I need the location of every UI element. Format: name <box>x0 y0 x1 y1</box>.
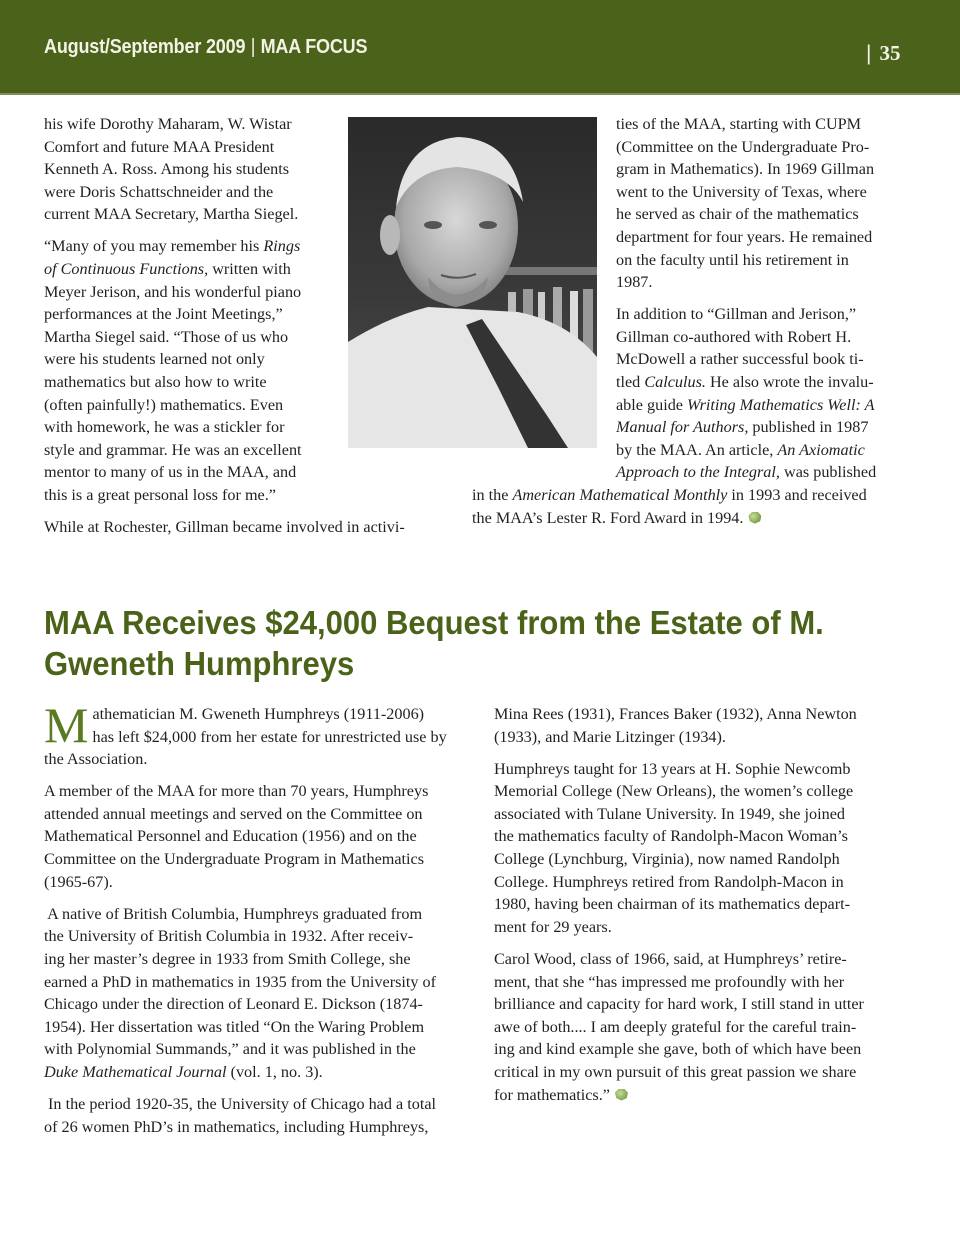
text-line: Gillman co-authored with Robert H. <box>616 327 852 346</box>
paragraph <box>494 758 914 939</box>
text-line: A native of British Columbia, Humphreys graduated from <box>44 904 423 923</box>
text: the MAA’s Lester R. Ford Award in 1994. <box>472 508 744 527</box>
paragraph <box>616 303 916 484</box>
text: in 1993 and received <box>727 486 867 504</box>
portrait-image <box>348 117 597 448</box>
article-title: Approach to the Integral, <box>616 463 780 482</box>
text: for mathematics.” <box>494 1085 610 1104</box>
text-line: (1933), and Marie Litzinger (1934). <box>494 727 726 746</box>
text-line: While at Rochester, Gillman became involved in activi- <box>44 518 405 537</box>
text-line: attended annual meetings and served on the Committee on <box>44 804 423 823</box>
text-line: department for four years. He remained <box>616 227 873 246</box>
text-line: ties of the MAA, starting with CUPM <box>616 115 862 133</box>
article1-right-column <box>616 113 916 484</box>
end-mark-icon <box>615 1089 628 1101</box>
article-title: An Axiomatic <box>777 440 865 459</box>
issue-date: August/September 2009 <box>44 36 246 58</box>
book-title: of Continuous Functions, <box>44 260 209 279</box>
text-line: were Doris Schattschneider and the <box>44 182 274 201</box>
paragraph <box>616 113 916 294</box>
publication-name: MAA FOCUS <box>260 36 368 58</box>
headline-line: MAA Receives $24,000 Bequest from the Estate of M. <box>44 604 824 641</box>
text: was published <box>779 463 877 482</box>
text-line: style and grammar. He was an excellent <box>44 440 302 459</box>
text-line: current MAA Secretary, Martha Siegel. <box>44 205 299 224</box>
text-line: 1980, having been chairman of its mathematics depart- <box>494 895 851 914</box>
paragraph <box>494 703 914 748</box>
header-separator: | <box>250 36 256 58</box>
text-line: mentor to many of us in the MAA, and <box>44 463 297 482</box>
paragraph <box>44 1093 484 1138</box>
text-line: Committee on the Undergraduate Program in Mathematics <box>44 850 425 869</box>
text-line: this is a great personal loss for me.” <box>44 486 276 504</box>
text-line <box>494 1084 914 1107</box>
text-line: Chicago under the direction of Leonard E. Dickson (1874- <box>44 995 423 1014</box>
text-line: on the faculty until his retirement in <box>616 250 849 269</box>
text-line: earned a PhD in mathematics in 1935 from the University of <box>44 972 437 991</box>
portrait-photo <box>348 117 597 448</box>
text-line: associated with Tulane University. In 1949, she joined <box>494 804 845 823</box>
text: in the <box>472 486 513 504</box>
text-line <box>472 484 922 507</box>
text-line: A member of the MAA for more than 70 years, Humphreys <box>44 782 429 801</box>
text-line: Memorial College (New Orleans), the women’s college <box>494 782 854 801</box>
text: tled <box>616 373 645 392</box>
text-line: In the period 1920-35, the University of Chicago had a total <box>44 1095 437 1113</box>
header-title <box>44 36 367 59</box>
article2-left-column <box>44 697 484 1138</box>
text-line: ing her master’s degree in 1933 from Smith College, she <box>44 949 411 968</box>
book-title: Manual for Authors, <box>616 418 749 437</box>
article2-right-column <box>494 703 914 1106</box>
page-number-value: 35 <box>879 41 901 65</box>
paragraph-quote <box>494 948 914 1106</box>
text-line: Carol Wood, class of 1966, said, at Humphreys’ retire- <box>494 949 847 968</box>
text-line: went to the University of Texas, where <box>616 182 867 201</box>
text-line: Mathematical Personnel and Education (1956) and on the <box>44 827 417 846</box>
paragraph <box>44 113 344 226</box>
text-line: ment for 29 years. <box>494 917 612 936</box>
text-line: the Association. <box>44 750 148 769</box>
page-number <box>866 41 900 66</box>
text-line: he served as chair of the mathematics <box>616 205 859 224</box>
text-line: College. Humphreys retired from Randolph-Macon in <box>494 872 844 891</box>
paragraph-quote <box>44 235 344 506</box>
text-line: has left $24,000 from her estate for unrestricted use by <box>92 727 447 746</box>
text-line: 1954). Her dissertation was titled “On the Waring Problem <box>44 1017 425 1036</box>
text: able guide <box>616 395 688 414</box>
text-line: ing and kind example she gave, both of which have been <box>494 1040 862 1059</box>
text-line: Comfort and future MAA President <box>44 137 275 156</box>
text: “Many of you may remember his <box>44 237 264 256</box>
paragraph <box>44 516 405 539</box>
text-line <box>616 439 916 462</box>
text: He also wrote the invalu- <box>705 373 874 392</box>
paragraph <box>44 903 484 1084</box>
text-line: ment, that she “has impressed me profoundly with her <box>494 972 845 991</box>
text-line: Martha Siegel said. “Those of us who <box>44 327 289 346</box>
text-line: critical in my own pursuit of this great passion we share <box>494 1062 857 1081</box>
text: written with <box>208 260 291 279</box>
text-line: 1987. <box>616 273 653 292</box>
text-line <box>616 394 916 417</box>
text: by the MAA. An article, <box>616 440 778 459</box>
text-line: the mathematics faculty of Randolph-Macon Woman’s <box>494 827 848 846</box>
paragraph <box>44 780 484 893</box>
text-line: College (Lynchburg, Virginia), now named Randolph <box>494 850 840 869</box>
text-line: brilliance and capacity for hard work, I still stand in utter <box>494 995 864 1014</box>
text-line: his wife Dorothy Maharam, W. Wistar <box>44 115 292 133</box>
text-line <box>616 461 916 484</box>
text-line: In addition to “Gillman and Jerison,” <box>616 305 857 324</box>
text-line: Meyer Jerison, and his wonderful piano <box>44 282 302 301</box>
text-line: (often painfully!) mathematics. Even <box>44 395 284 414</box>
text-line <box>616 416 916 439</box>
text-line <box>472 507 922 530</box>
article-headline <box>44 602 871 684</box>
journal-title: American Mathematical Monthly <box>512 486 728 504</box>
text-line <box>44 235 344 258</box>
text-line: Kenneth A. Ross. Among his students <box>44 160 290 179</box>
text-line: (1965-67). <box>44 872 113 891</box>
text-line <box>44 258 344 281</box>
book-title: Calculus. <box>644 373 706 392</box>
text-line: were his students learned not only <box>44 350 265 369</box>
article1-wrap-lines <box>472 484 922 529</box>
text-line: the University of British Columbia in 1932. After receiv- <box>44 927 414 946</box>
page-header <box>0 0 960 95</box>
article1-left-column <box>44 113 405 539</box>
drop-cap: M <box>44 697 89 753</box>
book-title: Writing Mathematics Well: A <box>687 395 875 414</box>
text: (vol. 1, no. 3). <box>226 1062 323 1081</box>
text-line: mathematics but also how to write <box>44 373 267 392</box>
page-number-bar: | <box>866 42 872 65</box>
text-line: athematician M. Gweneth Humphreys (1911-2006) <box>92 705 425 723</box>
end-mark-icon <box>748 512 761 524</box>
text-line: awe of both.... I am deeply grateful for the careful train- <box>494 1017 857 1036</box>
text-line: with Polynomial Summands,” and it was published in the <box>44 1040 416 1059</box>
text-line: McDowell a rather successful book ti- <box>616 350 864 369</box>
text-line <box>616 371 916 394</box>
text-line: with homework, he was a stickler for <box>44 418 285 437</box>
headline-line: Gweneth Humphreys <box>44 645 355 682</box>
text-line: (Committee on the Undergraduate Pro- <box>616 137 870 156</box>
text-line: Mina Rees (1931), Frances Baker (1932), Anna Newton <box>494 705 857 723</box>
text-line: of 26 women PhD’s in mathematics, including Humphreys, <box>44 1117 429 1136</box>
paragraph-lead <box>44 697 484 771</box>
text-line <box>44 1061 484 1084</box>
text-line: gram in Mathematics). In 1969 Gillman <box>616 160 875 179</box>
text-line: Humphreys taught for 13 years at H. Sophie Newcomb <box>494 759 851 778</box>
journal-title: Duke Mathematical Journal <box>44 1062 227 1081</box>
book-title: Rings <box>263 237 301 256</box>
text-line: performances at the Joint Meetings,” <box>44 305 283 324</box>
text: published in 1987 <box>748 418 869 437</box>
